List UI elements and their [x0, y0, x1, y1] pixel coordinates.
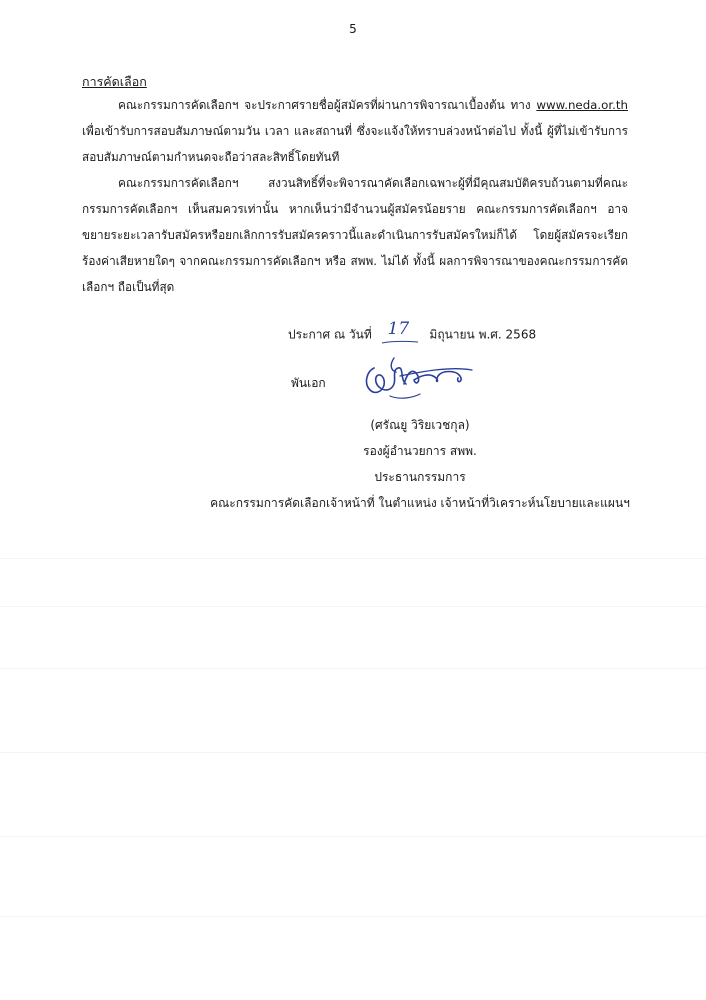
signatory-block [210, 412, 630, 516]
section-heading: การคัดเลือก [82, 74, 147, 89]
scan-artifact-line [0, 752, 706, 753]
scan-artifact-line [0, 558, 706, 559]
announcement-prefix: ประกาศ ณ วันที่ [288, 327, 372, 342]
neda-website-link[interactable]: www.neda.or.th [536, 98, 628, 112]
signature-icon [360, 350, 480, 414]
announcement-day: 17 [387, 319, 410, 339]
handwritten-day [380, 319, 420, 345]
scan-artifact-line [0, 916, 706, 917]
signatory-position: รองผู้อำนวยการ สพพ. [363, 444, 477, 458]
scan-artifact-line [0, 836, 706, 837]
announcement-date-line [288, 319, 537, 345]
announcement-suffix: มิถุนายน พ.ศ. 2568 [429, 327, 537, 342]
scan-artifact-line [0, 668, 706, 669]
signatory-rank: พันเอก [291, 376, 326, 390]
signatory-role: ประธานกรรมการ [374, 470, 466, 484]
paragraph1-text-after: เพื่อเข้ารับการสอบสัมภาษณ์ตามวัน เวลา และสถานที่ ซึ่งจะแจ้งให้ทราบล่วงหน้าต่อไป ทั้งนี้ ผู้ที่ไม่เข้ารับการสอบสัมภาษณ์ตามกำหนดจะถือว่าสละสิทธิ์โดยทันที [82, 124, 628, 164]
paragraph1-text-before: คณะกรรมการคัดเลือกฯ จะประกาศรายชื่อผู้สมัครที่ผ่านการพิจารณาเบื้องต้น ทาง [118, 98, 537, 112]
scan-artifact-line [0, 606, 706, 607]
page-number: 5 [349, 22, 357, 36]
signatory-committee: คณะกรรมการคัดเลือกเจ้าหน้าที่ ในตำแหน่ง เจ้าหน้าที่วิเคราะห์นโยบายและแผนฯ [210, 496, 630, 510]
paragraph-rights-reserved: คณะกรรมการคัดเลือกฯ สงวนสิทธิ์ที่จะพิจารณาคัดเลือกเฉพาะผู้ที่มีคุณสมบัติครบถ้วนตามที่คณะกรรมการคัดเลือกฯ เห็นสมควรเท่านั้น หากเห็นว่ามีจำนวนผู้สมัครน้อยราย คณะกรรมการคัดเลือกฯ อาจขยายระยะเวลารับสมัครหรือยกเลิกการรับสมัครคราวนี้และดำเนินการรับสมัครใหม่ก็ได้ โดยผู้สมัครจะเรียกร้องค่าเสียหายใดๆ จากคณะกรรมการคัดเลือกฯ หรือ สพพ. ไม่ได้ ทั้งนี้ ผลการพิจารณาของคณะกรรมการคัดเลือกฯ ถือเป็นที่สุด [82, 176, 628, 294]
signatory-name: (ศรัณยู วิริยเวชกุล) [370, 418, 470, 432]
paragraph-announcement-process [82, 92, 628, 170]
